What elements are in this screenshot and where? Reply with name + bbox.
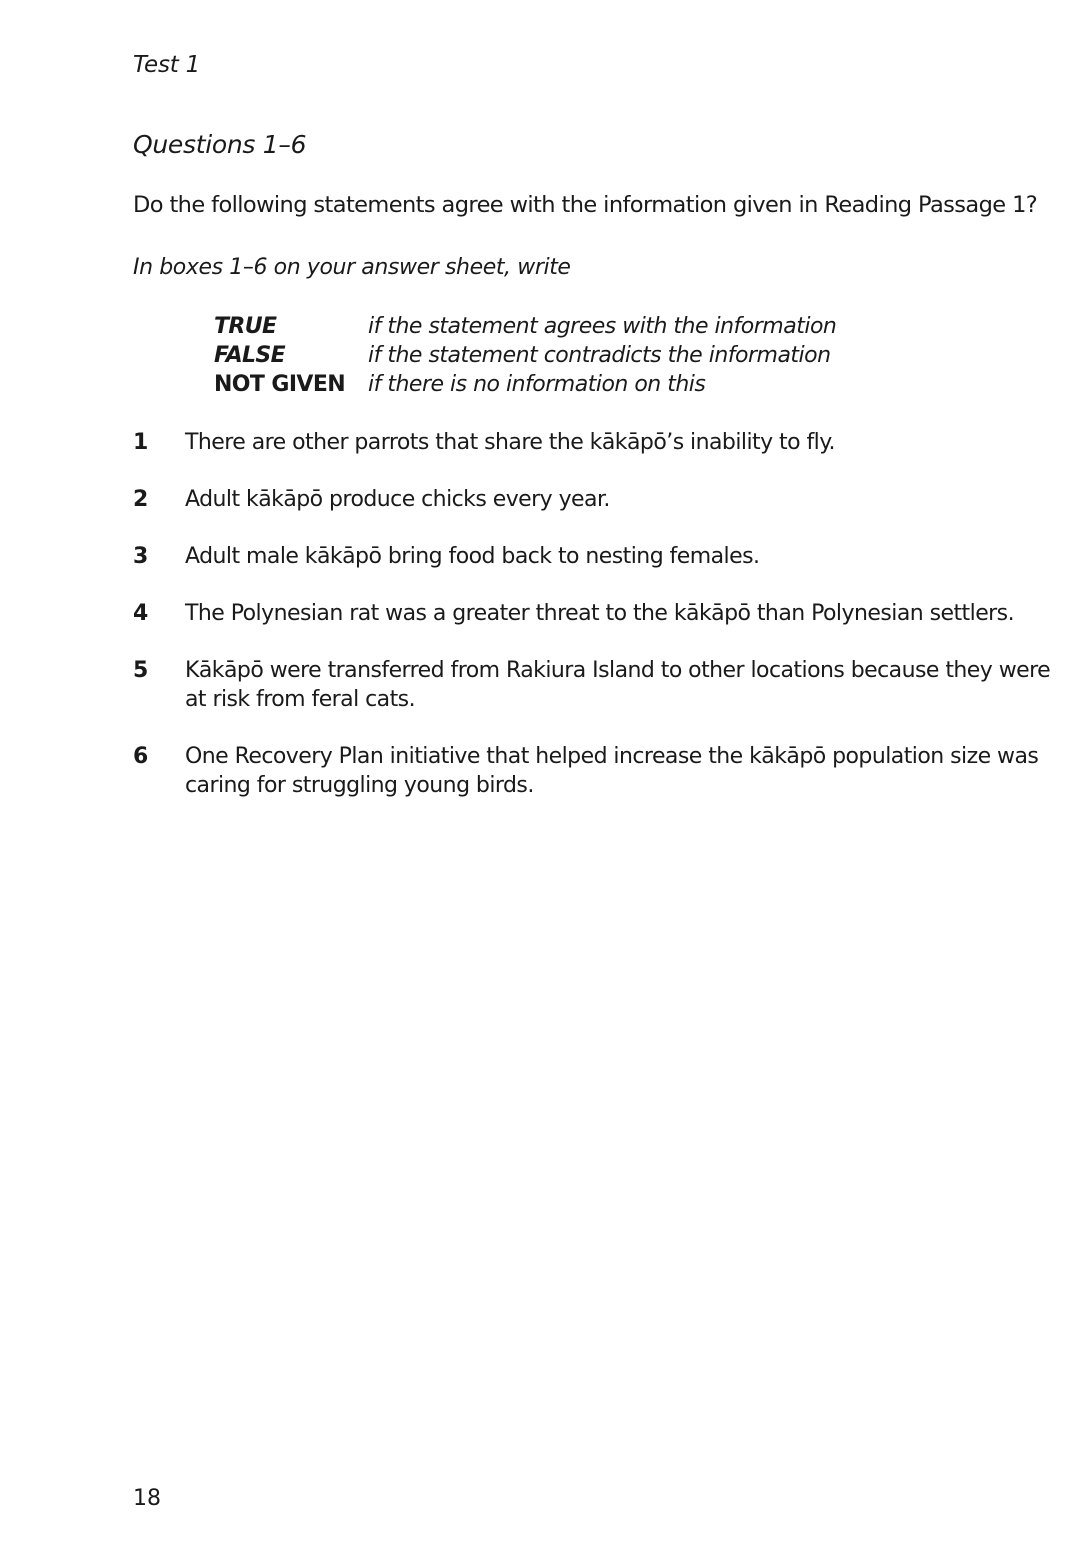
answer-key-table	[214, 312, 836, 399]
question-item	[133, 742, 1063, 800]
answer-key-definition: if the statement contradicts the information	[368, 343, 831, 368]
question-text: Adult male kākāpō bring food back to nesting females.	[185, 544, 760, 569]
question-text: Kākāpō were transferred from Rakiura Island to other locations because they were at risk from feral cats.	[185, 658, 1051, 712]
question-text: Adult kākāpō produce chicks every year.	[185, 487, 610, 512]
question-number: 2	[133, 487, 148, 512]
section-heading: Questions 1–6	[133, 130, 307, 159]
question-text: One Recovery Plan initiative that helped increase the kākāpō population size was caring for struggling young birds.	[185, 744, 1039, 798]
answer-key-term: NOT GIVEN	[214, 372, 346, 397]
page-number: 18	[133, 1486, 161, 1511]
answer-key-definition: if the statement agrees with the information	[368, 314, 837, 339]
question-number: 5	[133, 658, 148, 683]
question-text: There are other parrots that share the kākāpō’s inability to fly.	[185, 430, 835, 455]
answer-key-row	[214, 341, 836, 370]
question-text: The Polynesian rat was a greater threat to the kākāpō than Polynesian settlers.	[185, 601, 1015, 626]
answer-key-term: TRUE	[214, 314, 277, 339]
sub-instruction-text: In boxes 1–6 on your answer sheet, write	[133, 255, 571, 280]
answer-key-row	[214, 370, 836, 399]
answer-key-row	[214, 312, 836, 341]
question-item	[133, 542, 1063, 571]
question-number: 6	[133, 744, 148, 769]
answer-key-definition: if there is no information on this	[368, 372, 706, 397]
question-list	[133, 428, 1063, 828]
question-number: 4	[133, 601, 148, 626]
question-item	[133, 656, 1063, 714]
question-number: 3	[133, 544, 148, 569]
answer-key-term: FALSE	[214, 343, 286, 368]
question-number: 1	[133, 430, 148, 455]
question-item	[133, 599, 1063, 628]
test-label: Test 1	[133, 52, 201, 78]
question-item	[133, 428, 1063, 457]
instruction-text: Do the following statements agree with the information given in Reading Passage 1?	[133, 192, 1038, 218]
question-item	[133, 485, 1063, 514]
